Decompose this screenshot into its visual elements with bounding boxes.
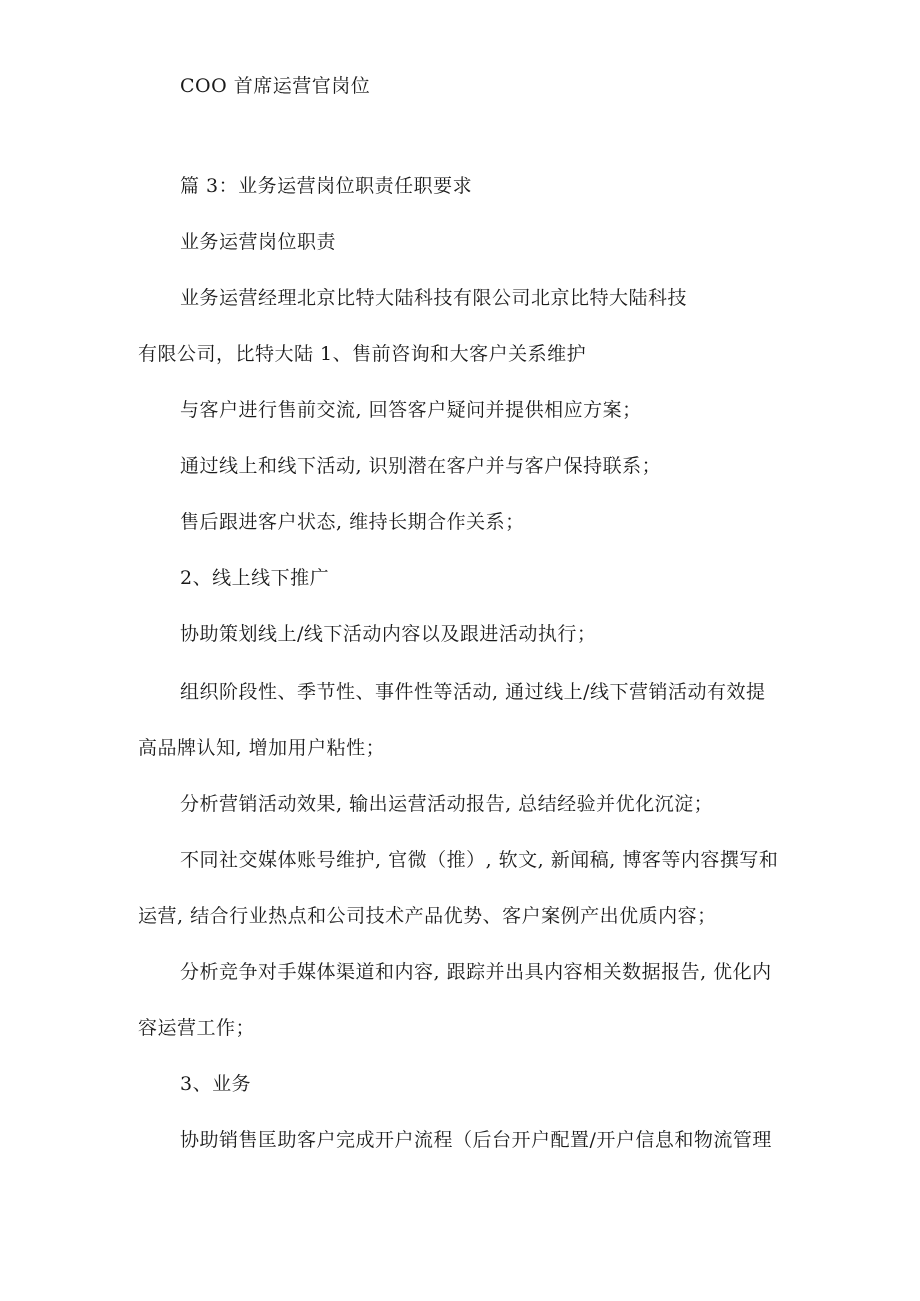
paragraph-line: 分析营销活动效果, 输出运营活动报告, 总结经验并优化沉淀； — [180, 793, 714, 815]
section-heading: 3、业务 — [180, 1073, 252, 1095]
paragraph-line: 分析竞争对手媒体渠道和内容, 跟踪并出具内容相关数据报告, 优化内 — [180, 961, 772, 983]
paragraph-line: 高品牌认知, 增加用户粘性； — [138, 737, 386, 759]
coo-heading: COO 首席运营官岗位 — [180, 75, 371, 97]
paragraph-line: 通过线上和线下活动, 识别潜在客户并与客户保持联系； — [180, 455, 662, 477]
paragraph-line: 协助销售匡助客户完成开户流程（后台开户配置/开户信息和物流管理 — [180, 1129, 772, 1151]
paragraph-line: 有限公司，比特大陆 1、售前咨询和大客户关系维护 — [138, 343, 587, 365]
paragraph-line: 容运营工作； — [138, 1017, 256, 1039]
paragraph-line: 组织阶段性、季节性、事件性等活动, 通过线上/线下营销活动有效提 — [180, 681, 766, 703]
paragraph-line: 运营, 结合行业热点和公司技术产品优势、客户案例产出优质内容； — [138, 905, 717, 927]
paragraph-line: 不同社交媒体账号维护, 官微（推）, 软文, 新闻稿, 博客等内容撰写和 — [180, 849, 779, 871]
subtitle: 业务运营岗位职责 — [180, 231, 337, 253]
paragraph-line: 售后跟进客户状态, 维持长期合作关系； — [180, 511, 525, 533]
section-heading: 2、线上线下推广 — [180, 567, 330, 589]
paragraph-line: 业务运营经理北京比特大陆科技有限公司北京比特大陆科技 — [180, 287, 688, 309]
paragraph-line: 与客户进行售前交流, 回答客户疑问并提供相应方案； — [180, 399, 642, 421]
paragraph-line: 协助策划线上/线下活动内容以及跟进活动执行； — [180, 623, 597, 645]
section-title: 篇 3：业务运营岗位职责任职要求 — [180, 175, 473, 197]
